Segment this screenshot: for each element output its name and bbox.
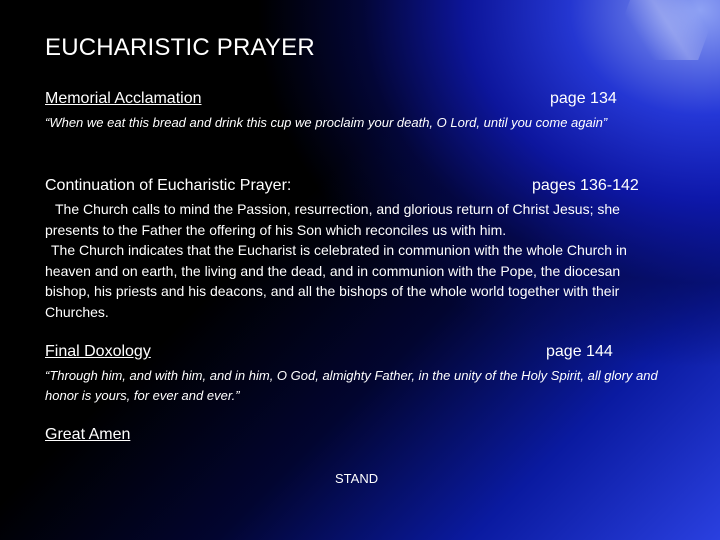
memorial-acclamation-quote: “When we eat this bread and drink this cup we proclaim your death, O Lord, until you come again”	[45, 115, 608, 130]
final-doxology-heading: Final Doxology	[45, 343, 151, 360]
posture-instruction: STAND	[335, 471, 379, 486]
memorial-acclamation-heading: Memorial Acclamation	[45, 90, 202, 107]
continuation-paragraph-1: The Church calls to mind the Passion, resurrection, and glorious return of Christ Jesus; she presents to the Father the offering of his Son which reconciles us with him.	[45, 201, 620, 238]
memorial-acclamation-page: page 134	[550, 90, 617, 107]
continuation-heading: Continuation of Eucharistic Prayer:	[45, 177, 292, 194]
continuation-pages: pages 136-142	[532, 177, 639, 194]
light-glare-decoration	[608, 0, 720, 60]
great-amen-heading: Great Amen	[45, 426, 131, 443]
final-doxology-quote: “Through him, and with him, and in him, O God, almighty Father, in the unity of the Holy Spirit, all glory and honor is yours, for ever and ever.”	[45, 368, 658, 403]
page-title: EUCHARISTIC PRAYER	[45, 34, 315, 61]
continuation-paragraph-2: The Church indicates that the Eucharist is celebrated in communion with the whole Church in heaven and on earth, the living and the dead, and in communion with the Pope, the diocesan bishop, his priests and his deacons, and all the bishops of the whole world together with their Churches.	[45, 242, 627, 320]
final-doxology-page: page 144	[546, 343, 613, 360]
